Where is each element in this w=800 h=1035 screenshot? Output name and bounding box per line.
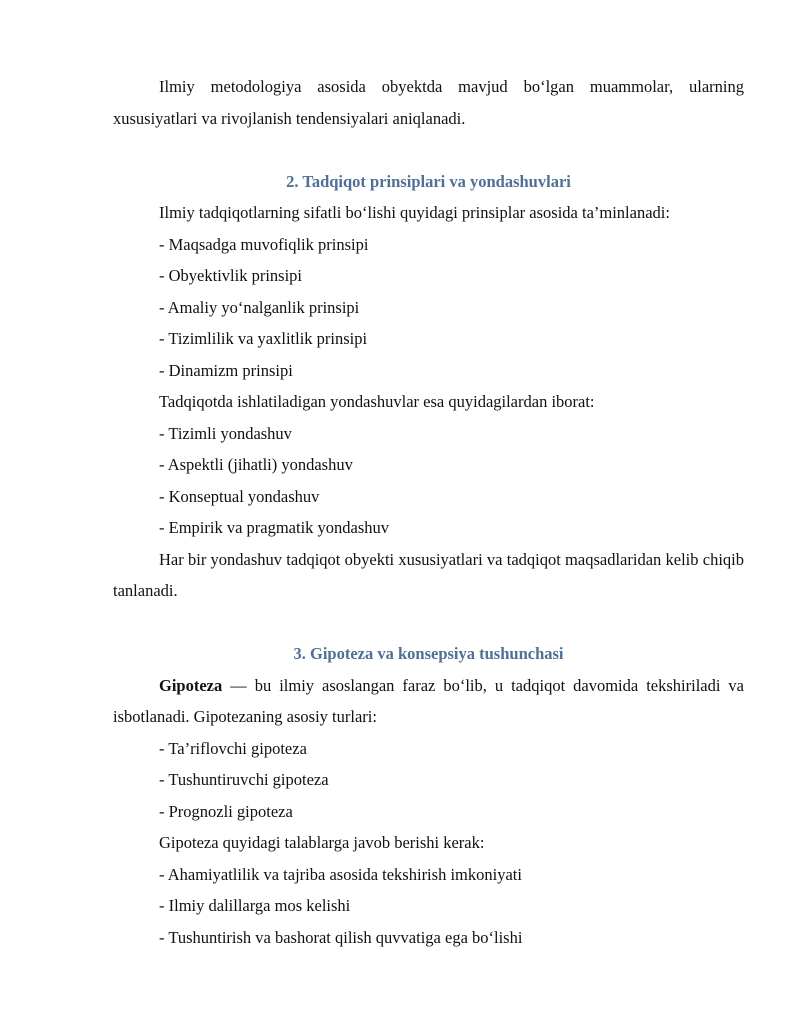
list-item: - Ilmiy dalillarga mos kelishi	[159, 896, 351, 915]
spacer	[113, 134, 744, 166]
list-item: - Maqsadga muvofiqlik prinsipi	[159, 234, 369, 254]
requirements-intro: Gipoteza quyidagi talablarga javob berishi kerak:	[159, 833, 485, 852]
spacer	[113, 607, 744, 639]
list-item: - Aspektli (jihatli) yondashuv	[159, 455, 353, 474]
list-item: - Tizimlilik va yaxlitlik prinsipi	[159, 329, 368, 348]
approaches-conclusion: Har bir yondashuv tadqiqot obyekti xususiyatlari va tadqiqot maqsadlaridan kelib chiqib tanlanadi.	[113, 549, 744, 600]
section-2-heading: 2. Tadqiqot prinsiplari va yondashuvlari	[286, 171, 571, 191]
section-3-heading: 3. Gipoteza va konsepsiya tushunchasi	[293, 644, 564, 663]
list-item: - Tushuntiruvchi gipoteza	[159, 770, 329, 789]
list-item: - Empirik va pragmatik yondashuv	[159, 518, 390, 537]
list-item: - Ahamiyatlilik va tajriba asosida tekshirish imkoniyati	[159, 864, 522, 884]
list-item: - Dinamizm prinsipi	[159, 360, 293, 380]
intro-paragraph: Ilmiy metodologiya asosida obyektda mavjud bo‘lgan muammolar, ularning xususiyatlari va rivojlanish tendensiyalari aniqlanadi.	[113, 77, 744, 128]
list-item: - Tizimli yondashuv	[159, 423, 292, 443]
list-item: - Obyektivlik prinsipi	[159, 266, 302, 285]
hypothesis-term: Gipoteza	[159, 675, 223, 695]
list-item: - Tushuntirish va bashorat qilish quvvatiga ega bo‘lishi	[159, 927, 523, 947]
list-item: - Amaliy yo‘nalganlik prinsipi	[159, 297, 360, 317]
principles-intro: Ilmiy tadqiqotlarning sifatli bo‘lishi quyidagi prinsiplar asosida ta’minlanadi:	[159, 203, 670, 222]
list-item: - Ta’riflovchi gipoteza	[159, 738, 307, 758]
list-item: - Prognozli gipoteza	[159, 801, 293, 821]
hypothesis-definition-text: — bu ilmiy asoslangan faraz bo‘lib, u tadqiqot davomida tekshiriladi va isbotlanadi. Gipotezaning asosiy turlari:	[113, 675, 744, 726]
document-page	[113, 71, 744, 953]
hypothesis-definition	[113, 670, 744, 733]
approaches-intro: Tadqiqotda ishlatiladigan yondashuvlar esa quyidagilardan iborat:	[159, 392, 595, 411]
list-item: - Konseptual yondashuv	[159, 486, 320, 506]
